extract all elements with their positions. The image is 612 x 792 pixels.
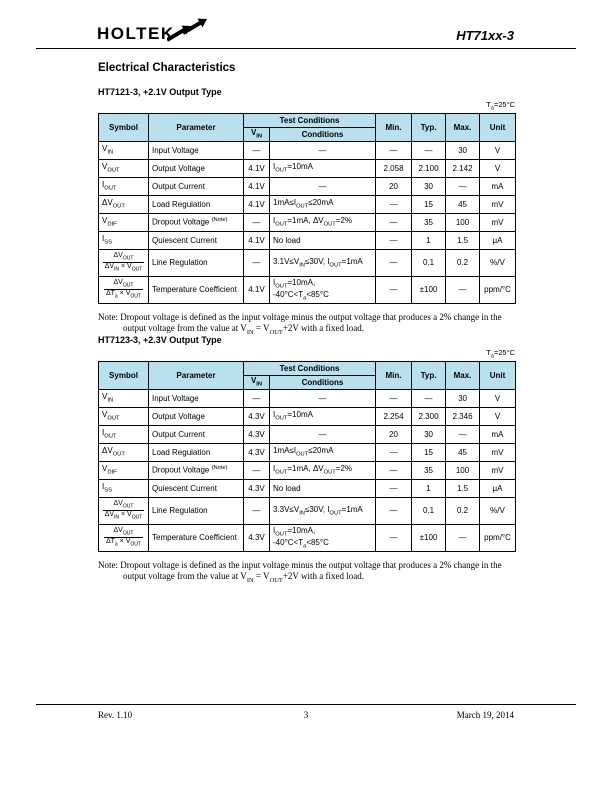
col-header-test-conditions: Test Conditions (244, 361, 376, 375)
symbol-cell: $I_{OUT}$ (99, 177, 149, 195)
min-cell: 20 (376, 177, 412, 195)
spec-row (99, 407, 516, 425)
col-header-max: Max. (446, 361, 480, 389)
spec-row (99, 231, 516, 249)
unit-cell: μA (480, 231, 516, 249)
min-cell: — (376, 479, 412, 497)
spec-row (99, 177, 516, 195)
typ-cell: 2.300 (412, 407, 446, 425)
fraction-numerator: $\Delta V_{OUT}$ (104, 279, 143, 290)
parameter-cell: Output Current (149, 425, 244, 443)
vin-cell: 4.3V (244, 425, 270, 443)
unit-cell: mV (480, 195, 516, 213)
min-cell: 2.058 (376, 159, 412, 177)
col-header-vin: $V_{IN}$ (244, 127, 270, 141)
symbol-cell: $V_{OUT}$ (99, 159, 149, 177)
conditions-cell: $I_{OUT}=10mA$ (270, 159, 376, 177)
conditions-cell: $3.3V\le V_{IN}\le 30V$, $I_{OUT}=1mA$ (270, 497, 376, 524)
header-row-1 (99, 113, 516, 127)
max-cell: 45 (446, 195, 480, 213)
min-cell: 2.254 (376, 407, 412, 425)
page-number: 3 (303, 710, 309, 720)
symbol-cell: $I_{SS}$ (99, 231, 149, 249)
fraction-numerator: $\Delta V_{OUT}$ (103, 252, 145, 263)
symbol-cell: $\Delta V_{OUT}$ (99, 195, 149, 213)
symbol-cell (99, 497, 149, 524)
vin-cell: — (244, 249, 270, 276)
min-cell: 20 (376, 425, 412, 443)
max-cell: 100 (446, 461, 480, 479)
conditions-cell: $1mA\le I_{OUT}\le 20mA$ (270, 195, 376, 213)
parameter-cell: Dropout Voltage $^{(Note)}$ (149, 461, 244, 479)
symbol-cell (99, 249, 149, 276)
conditions-cell: No load (270, 231, 376, 249)
spec-row (99, 461, 516, 479)
page-footer (98, 710, 514, 722)
typ-cell: — (412, 389, 446, 407)
spec-row (99, 497, 516, 524)
min-cell: — (376, 276, 412, 303)
conditions-cell: $1mA\le I_{OUT}\le 20mA$ (270, 443, 376, 461)
spec-table-ht7121-3 (98, 113, 516, 304)
vin-cell: 4.1V (244, 159, 270, 177)
parameter-cell: Load Regulation (149, 195, 244, 213)
fraction-numerator: $\Delta V_{OUT}$ (103, 500, 145, 511)
header-row-1 (99, 361, 516, 375)
max-cell: — (446, 524, 480, 551)
temp-condition: $T_a=25^\circ C$ (486, 348, 515, 360)
parameter-cell: Output Current (149, 177, 244, 195)
spec-row (99, 195, 516, 213)
typ-cell: 15 (412, 195, 446, 213)
col-header-parameter: Parameter (149, 113, 244, 141)
spec-row (99, 479, 516, 497)
col-header-symbol: Symbol (99, 361, 149, 389)
symbol-cell: $I_{OUT}$ (99, 425, 149, 443)
vin-cell: 4.3V (244, 479, 270, 497)
symbol-cell: $V_{OUT}$ (99, 407, 149, 425)
min-cell: — (376, 231, 412, 249)
min-cell: — (376, 141, 412, 159)
conditions-cell: $3.1V\le V_{IN}\le 30V$, $I_{OUT}=1mA$ (270, 249, 376, 276)
dropout-note: Note: Dropout voltage is defined as the input voltage minus the output voltage that produces a 2% change in the output voltage from the value at $V_{IN} = V_{OUT}+2V$ with a fixed load. (98, 559, 502, 584)
conditions-cell: $I_{OUT}=1mA$, $\Delta V_{OUT}=2\%$ (270, 213, 376, 231)
vin-cell: 4.1V (244, 177, 270, 195)
conditions-cell: No load (270, 479, 376, 497)
col-header-conditions: Conditions (270, 375, 376, 389)
symbol-cell: $V_{DIF}$ (99, 461, 149, 479)
spec-row (99, 213, 516, 231)
col-header-parameter: Parameter (149, 361, 244, 389)
conditions-cell: $I_{OUT}=1mA$, $\Delta V_{OUT}=2\%$ (270, 461, 376, 479)
max-cell: 2.142 (446, 159, 480, 177)
fraction-denominator: $\Delta V_{IN} \times V_{OUT}$ (104, 511, 143, 521)
max-cell: — (446, 425, 480, 443)
parameter-cell: Output Voltage (149, 159, 244, 177)
table-body (99, 389, 516, 551)
vin-cell: 4.3V (244, 443, 270, 461)
conditions-cell: — (270, 177, 376, 195)
conditions-cell: — (270, 389, 376, 407)
revision-label: Rev. 1.10 (98, 710, 133, 720)
spec-row (99, 276, 516, 303)
parameter-cell: Quiescent Current (149, 231, 244, 249)
vin-cell: — (244, 141, 270, 159)
vin-cell: — (244, 497, 270, 524)
parameter-cell: Input Voltage (149, 141, 244, 159)
parameter-cell: Output Voltage (149, 407, 244, 425)
parameter-cell: Quiescent Current (149, 479, 244, 497)
parameter-cell: Line Regulation (149, 249, 244, 276)
typ-cell: 30 (412, 177, 446, 195)
section-ht7123-3 (98, 335, 515, 585)
col-header-typ: Typ. (412, 113, 446, 141)
conditions-cell: — (270, 425, 376, 443)
spec-row (99, 141, 516, 159)
vin-cell: 4.3V (244, 524, 270, 551)
spec-row (99, 443, 516, 461)
parameter-cell: Line Regulation (149, 497, 244, 524)
parameter-cell: Input Voltage (149, 389, 244, 407)
max-cell: 45 (446, 443, 480, 461)
typ-cell: ±100 (412, 276, 446, 303)
min-cell: — (376, 497, 412, 524)
unit-cell: %/V (480, 249, 516, 276)
unit-cell: V (480, 407, 516, 425)
spec-row (99, 249, 516, 276)
typ-cell: ±100 (412, 524, 446, 551)
typ-cell: 2.100 (412, 159, 446, 177)
typ-cell: 1 (412, 479, 446, 497)
max-cell: — (446, 276, 480, 303)
typ-cell: 0.1 (412, 249, 446, 276)
footer-rule (36, 704, 576, 705)
max-cell: 30 (446, 389, 480, 407)
col-header-conditions: Conditions (270, 127, 376, 141)
conditions-cell: $I_{OUT}=10mA$, $-40^\circ C<T_a<85^\circ C$ (270, 524, 376, 551)
unit-cell: ppm/°C (480, 276, 516, 303)
section-ht7121-3 (98, 87, 515, 337)
typ-cell: 35 (412, 213, 446, 231)
typ-cell: 0.1 (412, 497, 446, 524)
part-number: HT71xx-3 (456, 28, 514, 43)
unit-cell: mV (480, 443, 516, 461)
table-body (99, 141, 516, 303)
conditions-cell: $I_{OUT}=10mA$, $-40^\circ C<T_a<85^\circ C$ (270, 276, 376, 303)
vin-cell: — (244, 213, 270, 231)
max-cell: 2.346 (446, 407, 480, 425)
fraction-denominator: $\Delta T_a \times V_{OUT}$ (105, 290, 142, 300)
dropout-note: Note: Dropout voltage is defined as the input voltage minus the output voltage that produces a 2% change in the output voltage from the value at $V_{IN} = V_{OUT}+2V$ with a fixed load. (98, 311, 502, 336)
symbol-cell (99, 524, 149, 551)
spec-row (99, 159, 516, 177)
date-label: March 19, 2014 (456, 710, 514, 720)
col-header-vin: $V_{IN}$ (244, 375, 270, 389)
col-header-min: Min. (376, 113, 412, 141)
header-rule (36, 48, 576, 49)
spec-row (99, 524, 516, 551)
spec-table-ht7123-3 (98, 361, 516, 552)
holtek-logo-text: HOLTEK (97, 24, 175, 43)
unit-cell: mA (480, 425, 516, 443)
conditions-cell: — (270, 141, 376, 159)
typ-cell: 15 (412, 443, 446, 461)
temp-condition: $T_a=25^\circ C$ (486, 100, 515, 112)
col-header-min: Min. (376, 361, 412, 389)
unit-cell: %/V (480, 497, 516, 524)
unit-cell: μA (480, 479, 516, 497)
unit-cell: mA (480, 177, 516, 195)
vin-cell: 4.1V (244, 231, 270, 249)
min-cell: — (376, 249, 412, 276)
col-header-max: Max. (446, 113, 480, 141)
min-cell: — (376, 461, 412, 479)
holtek-logo (97, 24, 175, 48)
section-title: HT7121-3, +2.1V Output Type (98, 87, 222, 97)
fraction-symbol (103, 252, 145, 272)
min-cell: — (376, 195, 412, 213)
min-cell: — (376, 213, 412, 231)
unit-cell: ppm/°C (480, 524, 516, 551)
col-header-unit: Unit (480, 361, 516, 389)
spec-row (99, 425, 516, 443)
min-cell: — (376, 443, 412, 461)
max-cell: 0.2 (446, 497, 480, 524)
holtek-logo-arrows-icon (167, 12, 213, 46)
typ-cell: 30 (412, 425, 446, 443)
typ-cell: — (412, 141, 446, 159)
page-title: Electrical Characteristics (98, 62, 236, 74)
vin-cell: 4.1V (244, 195, 270, 213)
symbol-cell (99, 276, 149, 303)
fraction-denominator: $\Delta T_a \times V_{OUT}$ (105, 538, 142, 548)
parameter-cell: Temperature Coefficient (149, 276, 244, 303)
col-header-symbol: Symbol (99, 113, 149, 141)
max-cell: 100 (446, 213, 480, 231)
symbol-cell: $I_{SS}$ (99, 479, 149, 497)
fraction-denominator: $\Delta V_{IN} \times V_{OUT}$ (104, 263, 143, 273)
max-cell: 0.2 (446, 249, 480, 276)
unit-cell: V (480, 389, 516, 407)
vin-cell: — (244, 389, 270, 407)
unit-cell: V (480, 141, 516, 159)
max-cell: — (446, 177, 480, 195)
parameter-cell: Temperature Coefficient (149, 524, 244, 551)
fraction-symbol (103, 500, 145, 520)
fraction-symbol (104, 279, 143, 299)
unit-cell: V (480, 159, 516, 177)
symbol-cell: $V_{DIF}$ (99, 213, 149, 231)
col-header-test-conditions: Test Conditions (244, 113, 376, 127)
vin-cell: 4.1V (244, 276, 270, 303)
unit-cell: mV (480, 461, 516, 479)
symbol-cell: $V_{IN}$ (99, 389, 149, 407)
unit-cell: mV (480, 213, 516, 231)
max-cell: 1.5 (446, 479, 480, 497)
typ-cell: 35 (412, 461, 446, 479)
spec-row (99, 389, 516, 407)
vin-cell: 4.3V (244, 407, 270, 425)
vin-cell: — (244, 461, 270, 479)
max-cell: 30 (446, 141, 480, 159)
col-header-typ: Typ. (412, 361, 446, 389)
table-header (99, 361, 516, 389)
parameter-cell: Load Regulation (149, 443, 244, 461)
table-header (99, 113, 516, 141)
min-cell: — (376, 524, 412, 551)
min-cell: — (376, 389, 412, 407)
conditions-cell: $I_{OUT}=10mA$ (270, 407, 376, 425)
section-title: HT7123-3, +2.3V Output Type (98, 335, 222, 345)
col-header-unit: Unit (480, 113, 516, 141)
parameter-cell: Dropout Voltage $^{(Note)}$ (149, 213, 244, 231)
fraction-numerator: $\Delta V_{OUT}$ (104, 527, 143, 538)
max-cell: 1.5 (446, 231, 480, 249)
symbol-cell: $\Delta V_{OUT}$ (99, 443, 149, 461)
symbol-cell: $V_{IN}$ (99, 141, 149, 159)
fraction-symbol (104, 527, 143, 547)
typ-cell: 1 (412, 231, 446, 249)
